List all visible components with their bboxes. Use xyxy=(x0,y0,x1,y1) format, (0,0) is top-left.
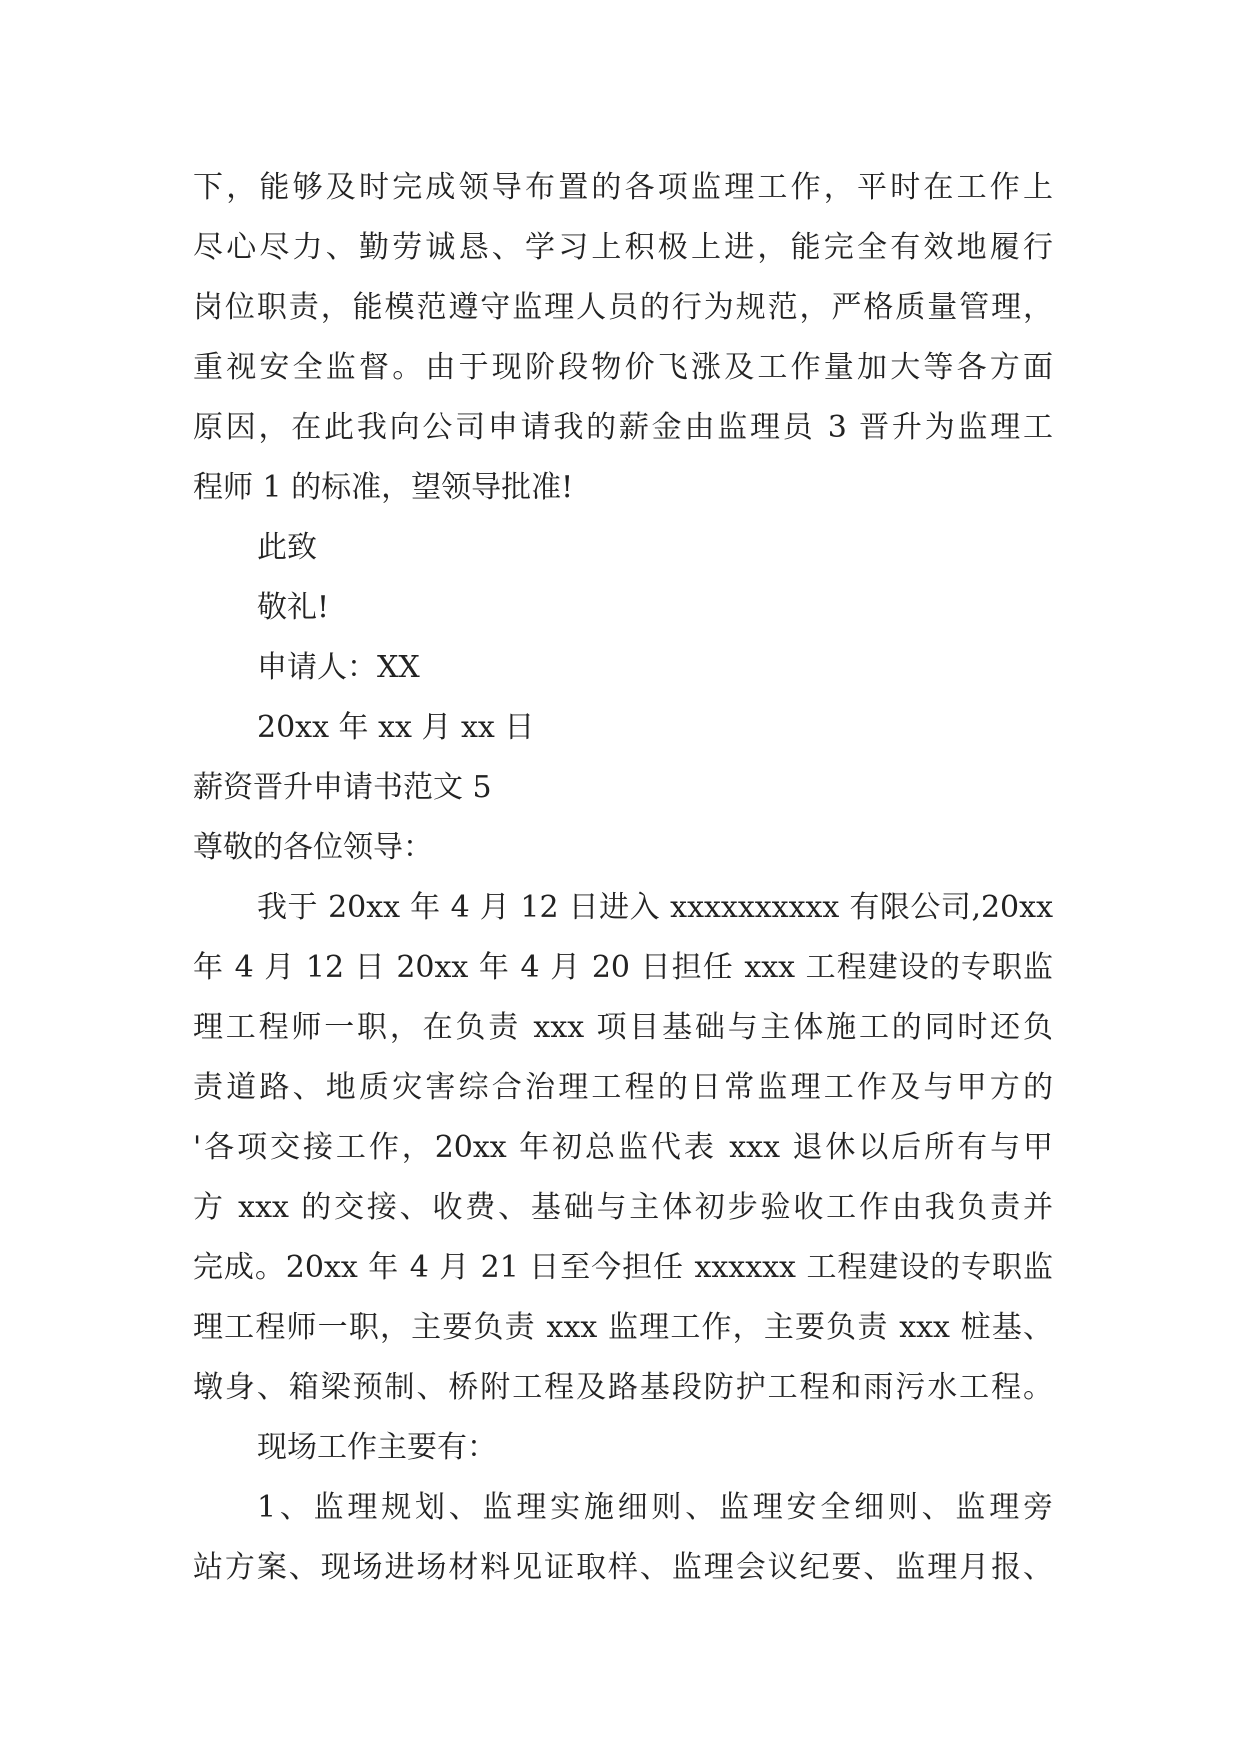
salutation-line: 敬礼! xyxy=(257,590,330,625)
body-line: 原因，在此我向公司申请我的薪金由监理员 3 晋升为监理工 xyxy=(193,410,1053,445)
body-line: '各项交接工作，20xx 年初总监代表 xxx 退休以后所有与甲 xyxy=(193,1130,1053,1165)
body-line: 完成。20xx 年 4 月 21 日至今担任 xxxxxx 工程建设的专职监 xyxy=(193,1250,1053,1285)
body-line: 1、监理规划、监理实施细则、监理安全细则、监理旁 xyxy=(257,1490,1053,1525)
body-line: 责道路、地质灾害综合治理工程的日常监理工作及与甲方的 xyxy=(193,1070,1053,1105)
body-line: 理工程师一职，主要负责 xxx 监理工作，主要负责 xxx 桩基、 xyxy=(193,1310,1053,1345)
body-line: 年 4 月 12 日 20xx 年 4 月 20 日担任 xxx 工程建设的专职监 xyxy=(193,950,1053,985)
body-line: 下，能够及时完成领导布置的各项监理工作，平时在工作上 xyxy=(193,170,1053,205)
date-line: 20xx 年 xx 月 xx 日 xyxy=(257,710,535,745)
body-line: 尽心尽力、勤劳诚恳、学习上积极上进，能完全有效地履行 xyxy=(193,230,1053,265)
body-line: 站方案、现场进场材料见证取样、监理会议纪要、监理月报、 xyxy=(193,1550,1053,1585)
work-heading: 现场工作主要有： xyxy=(257,1430,497,1465)
body-line: 程师 1 的标准，望领导批准! xyxy=(193,470,574,505)
body-line: 理工程师一职，在负责 xxx 项目基础与主体施工的同时还负 xyxy=(193,1010,1053,1045)
body-line: 墩身、箱梁预制、桥附工程及路基段防护工程和雨污水工程。 xyxy=(193,1370,1053,1405)
salutation-line: 此致 xyxy=(257,530,317,565)
applicant-line: 申请人：XX xyxy=(257,650,420,685)
body-line: 我于 20xx 年 4 月 12 日进入 xxxxxxxxxx 有限公司,20xx xyxy=(257,890,1053,925)
document-body xyxy=(193,158,1053,1598)
body-line: 重视安全监督。由于现阶段物价飞涨及工作量加大等各方面 xyxy=(193,350,1053,385)
greeting-line: 尊敬的各位领导： xyxy=(193,830,433,865)
body-line: 岗位职责，能模范遵守监理人员的行为规范，严格质量管理， xyxy=(193,290,1053,325)
body-line: 方 xxx 的交接、收费、基础与主体初步验收工作由我负责并 xyxy=(193,1190,1053,1225)
section-title: 薪资晋升申请书范文 5 xyxy=(193,770,492,805)
